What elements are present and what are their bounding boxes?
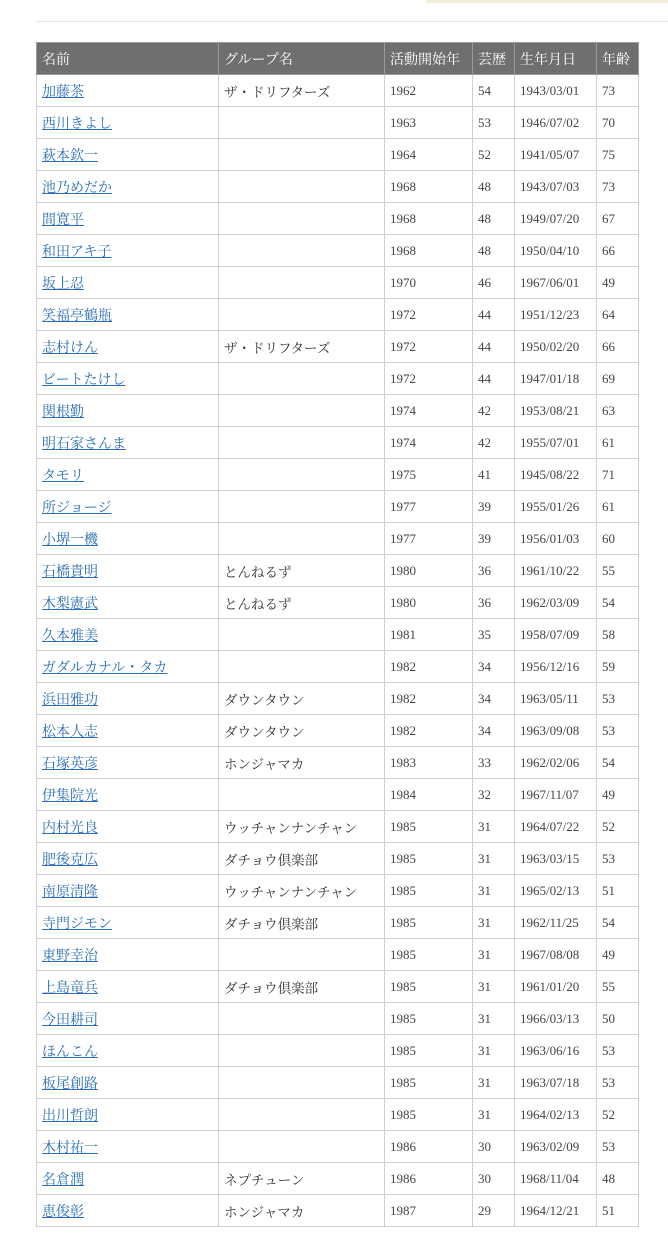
cell-age: 64 <box>597 299 639 331</box>
cell-name <box>37 1099 219 1131</box>
cell-career-years: 33 <box>473 747 515 779</box>
cell-career-years: 31 <box>473 811 515 843</box>
cell-name <box>37 427 219 459</box>
comedian-name-link[interactable]: 池乃めだか <box>42 179 112 196</box>
cell-group: ウッチャンナンチャン <box>219 875 385 907</box>
cell-age: 48 <box>597 1163 639 1195</box>
comedian-name-link[interactable]: 笑福亭鶴瓶 <box>42 307 112 324</box>
cell-group: ネプチューン <box>219 1163 385 1195</box>
comedian-name-link[interactable]: 所ジョージ <box>42 499 112 516</box>
cell-group <box>219 299 385 331</box>
cell-group: ザ・ドリフターズ <box>219 331 385 363</box>
cell-age: 73 <box>597 75 639 107</box>
cell-birthdate: 1967/11/07 <box>515 779 597 811</box>
cell-birthdate: 1947/01/18 <box>515 363 597 395</box>
cell-career-years: 34 <box>473 715 515 747</box>
cell-age: 70 <box>597 107 639 139</box>
cell-group <box>219 619 385 651</box>
cell-age: 55 <box>597 971 639 1003</box>
cell-group: ダウンタウン <box>219 715 385 747</box>
cell-group: ダウンタウン <box>219 683 385 715</box>
cell-name <box>37 619 219 651</box>
table-row <box>37 139 639 171</box>
cell-name <box>37 1131 219 1163</box>
cell-group <box>219 523 385 555</box>
cell-start-year: 1985 <box>385 971 473 1003</box>
cell-age: 53 <box>597 1035 639 1067</box>
cell-career-years: 30 <box>473 1131 515 1163</box>
table-row <box>37 299 639 331</box>
table-row <box>37 555 639 587</box>
cell-start-year: 1972 <box>385 363 473 395</box>
cell-name <box>37 267 219 299</box>
cell-age: 51 <box>597 875 639 907</box>
comedian-name-link[interactable]: 小堺一機 <box>42 531 98 548</box>
cell-career-years: 52 <box>473 139 515 171</box>
cell-name <box>37 363 219 395</box>
cell-name <box>37 779 219 811</box>
table-row <box>37 363 639 395</box>
cell-start-year: 1980 <box>385 555 473 587</box>
cell-group: ウッチャンナンチャン <box>219 811 385 843</box>
comedian-name-link[interactable]: 関根勤 <box>42 403 84 420</box>
cell-start-year: 1977 <box>385 523 473 555</box>
cell-age: 49 <box>597 939 639 971</box>
comedian-name-link[interactable]: 肥後克広 <box>42 851 98 868</box>
comedian-name-link[interactable]: ほんこん <box>42 1043 98 1060</box>
cell-name <box>37 1195 219 1227</box>
cell-start-year: 1985 <box>385 811 473 843</box>
cell-career-years: 41 <box>473 459 515 491</box>
cell-career-years: 34 <box>473 651 515 683</box>
cell-group: とんねるず <box>219 555 385 587</box>
comedian-name-link[interactable]: 今田耕司 <box>42 1011 98 1028</box>
cell-birthdate: 1953/08/21 <box>515 395 597 427</box>
table-row <box>37 1035 639 1067</box>
table-row <box>37 459 639 491</box>
cell-name <box>37 747 219 779</box>
header-name[interactable]: 名前 <box>37 43 219 75</box>
comedian-name-link[interactable]: 名倉潤 <box>42 1171 84 1188</box>
cell-name <box>37 299 219 331</box>
comedian-name-link[interactable]: 板尾創路 <box>42 1075 98 1092</box>
table-row <box>37 715 639 747</box>
comedian-career-table <box>36 42 639 1227</box>
cell-start-year: 1972 <box>385 331 473 363</box>
cell-career-years: 30 <box>473 1163 515 1195</box>
table-row <box>37 939 639 971</box>
cell-birthdate: 1945/08/22 <box>515 459 597 491</box>
table-row <box>37 1195 639 1227</box>
cell-birthdate: 1950/02/20 <box>515 331 597 363</box>
cell-birthdate: 1963/06/16 <box>515 1035 597 1067</box>
comedian-name-link[interactable]: 上島竜兵 <box>42 979 98 996</box>
comedian-name-link[interactable]: 伊集院光 <box>42 787 98 804</box>
cell-age: 53 <box>597 715 639 747</box>
cell-birthdate: 1962/03/09 <box>515 587 597 619</box>
cell-name <box>37 1003 219 1035</box>
cell-birthdate: 1951/12/23 <box>515 299 597 331</box>
cell-age: 50 <box>597 1003 639 1035</box>
cell-group: ダチョウ倶楽部 <box>219 907 385 939</box>
cell-group <box>219 395 385 427</box>
cell-age: 71 <box>597 459 639 491</box>
cell-career-years: 54 <box>473 75 515 107</box>
cell-birthdate: 1964/12/21 <box>515 1195 597 1227</box>
cell-career-years: 48 <box>473 203 515 235</box>
cell-birthdate: 1956/12/16 <box>515 651 597 683</box>
cell-name <box>37 811 219 843</box>
cell-career-years: 44 <box>473 331 515 363</box>
cell-career-years: 31 <box>473 907 515 939</box>
cell-career-years: 53 <box>473 107 515 139</box>
cell-start-year: 1985 <box>385 1067 473 1099</box>
cell-birthdate: 1968/11/04 <box>515 1163 597 1195</box>
cell-name <box>37 75 219 107</box>
cell-start-year: 1982 <box>385 715 473 747</box>
comedian-name-link[interactable]: 内村光良 <box>42 819 98 836</box>
cell-birthdate: 1963/02/09 <box>515 1131 597 1163</box>
cell-group: ホンジャマカ <box>219 1195 385 1227</box>
cell-age: 51 <box>597 1195 639 1227</box>
cell-career-years: 31 <box>473 1099 515 1131</box>
cell-career-years: 35 <box>473 619 515 651</box>
cell-start-year: 1963 <box>385 107 473 139</box>
cell-age: 66 <box>597 331 639 363</box>
cell-start-year: 1970 <box>385 267 473 299</box>
cell-name <box>37 875 219 907</box>
cell-birthdate: 1964/07/22 <box>515 811 597 843</box>
table-row <box>37 491 639 523</box>
cell-name <box>37 939 219 971</box>
cell-age: 61 <box>597 491 639 523</box>
cell-age: 60 <box>597 523 639 555</box>
cell-age: 69 <box>597 363 639 395</box>
cell-name <box>37 683 219 715</box>
cell-birthdate: 1961/10/22 <box>515 555 597 587</box>
cell-career-years: 31 <box>473 971 515 1003</box>
cell-age: 53 <box>597 683 639 715</box>
cell-group <box>219 491 385 523</box>
cell-birthdate: 1956/01/03 <box>515 523 597 555</box>
cell-birthdate: 1963/07/18 <box>515 1067 597 1099</box>
table-row <box>37 683 639 715</box>
cell-group <box>219 171 385 203</box>
comedian-name-link[interactable]: ビートたけし <box>42 371 126 388</box>
cell-birthdate: 1958/07/09 <box>515 619 597 651</box>
cell-career-years: 42 <box>473 427 515 459</box>
cell-birthdate: 1963/03/15 <box>515 843 597 875</box>
cell-name <box>37 523 219 555</box>
comedian-name-link[interactable]: 松本人志 <box>42 723 98 740</box>
comedian-name-link[interactable]: ガダルカナル・タカ <box>42 659 168 676</box>
cell-group <box>219 267 385 299</box>
cell-birthdate: 1950/04/10 <box>515 235 597 267</box>
comedian-name-link[interactable]: 間寛平 <box>42 211 84 228</box>
table-row <box>37 331 639 363</box>
table-row <box>37 651 639 683</box>
cell-name <box>37 139 219 171</box>
cell-age: 75 <box>597 139 639 171</box>
table-row <box>37 587 639 619</box>
cell-career-years: 39 <box>473 523 515 555</box>
cell-age: 63 <box>597 395 639 427</box>
cell-age: 73 <box>597 171 639 203</box>
comedian-name-link[interactable]: 木梨憲武 <box>42 595 98 612</box>
cell-birthdate: 1943/07/03 <box>515 171 597 203</box>
cell-career-years: 46 <box>473 267 515 299</box>
cell-start-year: 1986 <box>385 1131 473 1163</box>
cell-birthdate: 1946/07/02 <box>515 107 597 139</box>
cell-group <box>219 139 385 171</box>
cell-age: 54 <box>597 587 639 619</box>
cell-start-year: 1986 <box>385 1163 473 1195</box>
top-banner-strip <box>426 0 668 3</box>
cell-name <box>37 715 219 747</box>
cell-age: 54 <box>597 747 639 779</box>
cell-career-years: 31 <box>473 1003 515 1035</box>
cell-group <box>219 651 385 683</box>
comedian-name-link[interactable]: 久本雅美 <box>42 627 98 644</box>
table-row <box>37 1163 639 1195</box>
comedian-name-link[interactable]: 和田アキ子 <box>42 243 112 260</box>
cell-birthdate: 1964/02/13 <box>515 1099 597 1131</box>
cell-age: 53 <box>597 1131 639 1163</box>
cell-birthdate: 1967/08/08 <box>515 939 597 971</box>
cell-career-years: 36 <box>473 587 515 619</box>
cell-group <box>219 779 385 811</box>
cell-start-year: 1968 <box>385 203 473 235</box>
cell-age: 67 <box>597 203 639 235</box>
cell-career-years: 39 <box>473 491 515 523</box>
table-row <box>37 107 639 139</box>
table-row <box>37 971 639 1003</box>
table-row <box>37 875 639 907</box>
cell-group <box>219 1067 385 1099</box>
comedian-name-link[interactable]: 出川哲朗 <box>42 1107 98 1124</box>
cell-start-year: 1983 <box>385 747 473 779</box>
cell-start-year: 1972 <box>385 299 473 331</box>
cell-start-year: 1974 <box>385 395 473 427</box>
cell-group <box>219 203 385 235</box>
comedian-name-link[interactable]: 南原清隆 <box>42 883 98 900</box>
cell-start-year: 1977 <box>385 491 473 523</box>
top-divider <box>36 21 668 22</box>
cell-start-year: 1987 <box>385 1195 473 1227</box>
table-row <box>37 203 639 235</box>
cell-start-year: 1968 <box>385 235 473 267</box>
table-row <box>37 75 639 107</box>
cell-group <box>219 1131 385 1163</box>
cell-career-years: 31 <box>473 875 515 907</box>
cell-group <box>219 1035 385 1067</box>
cell-start-year: 1985 <box>385 939 473 971</box>
table-body <box>37 75 639 1227</box>
cell-birthdate: 1965/02/13 <box>515 875 597 907</box>
cell-career-years: 34 <box>473 683 515 715</box>
cell-career-years: 31 <box>473 843 515 875</box>
cell-group: ホンジャマカ <box>219 747 385 779</box>
cell-age: 49 <box>597 267 639 299</box>
table-row <box>37 171 639 203</box>
table-row <box>37 779 639 811</box>
cell-birthdate: 1961/01/20 <box>515 971 597 1003</box>
cell-birthdate: 1955/01/26 <box>515 491 597 523</box>
cell-birthdate: 1943/03/01 <box>515 75 597 107</box>
cell-name <box>37 971 219 1003</box>
comedian-name-link[interactable]: 恵俊彰 <box>42 1203 84 1220</box>
cell-name <box>37 331 219 363</box>
cell-start-year: 1962 <box>385 75 473 107</box>
cell-name <box>37 395 219 427</box>
cell-start-year: 1982 <box>385 651 473 683</box>
cell-birthdate: 1967/06/01 <box>515 267 597 299</box>
cell-age: 59 <box>597 651 639 683</box>
cell-age: 53 <box>597 843 639 875</box>
cell-group <box>219 427 385 459</box>
table-row <box>37 427 639 459</box>
cell-name <box>37 1035 219 1067</box>
cell-start-year: 1985 <box>385 907 473 939</box>
table-row <box>37 811 639 843</box>
table-row <box>37 395 639 427</box>
comedian-name-link[interactable]: タモリ <box>42 467 84 484</box>
cell-career-years: 48 <box>473 171 515 203</box>
cell-start-year: 1985 <box>385 875 473 907</box>
cell-start-year: 1980 <box>385 587 473 619</box>
cell-career-years: 29 <box>473 1195 515 1227</box>
table-row <box>37 235 639 267</box>
cell-name <box>37 107 219 139</box>
cell-name <box>37 459 219 491</box>
header-start-year[interactable]: 活動開始年 <box>385 43 473 75</box>
cell-birthdate: 1955/07/01 <box>515 427 597 459</box>
cell-name <box>37 171 219 203</box>
cell-birthdate: 1962/02/06 <box>515 747 597 779</box>
comedian-name-link[interactable]: 萩本欽一 <box>42 147 98 164</box>
cell-name <box>37 1067 219 1099</box>
cell-group: ダチョウ倶楽部 <box>219 843 385 875</box>
cell-group: ザ・ドリフターズ <box>219 75 385 107</box>
comedian-name-link[interactable]: 加藤茶 <box>42 83 84 100</box>
cell-start-year: 1968 <box>385 171 473 203</box>
cell-birthdate: 1962/11/25 <box>515 907 597 939</box>
cell-age: 49 <box>597 779 639 811</box>
cell-age: 61 <box>597 427 639 459</box>
cell-birthdate: 1966/03/13 <box>515 1003 597 1035</box>
cell-name <box>37 555 219 587</box>
cell-group <box>219 107 385 139</box>
cell-group <box>219 1003 385 1035</box>
cell-name <box>37 907 219 939</box>
cell-start-year: 1975 <box>385 459 473 491</box>
cell-name <box>37 203 219 235</box>
cell-name <box>37 235 219 267</box>
cell-start-year: 1985 <box>385 1003 473 1035</box>
cell-group <box>219 939 385 971</box>
cell-name <box>37 1163 219 1195</box>
cell-career-years: 44 <box>473 363 515 395</box>
comedian-name-link[interactable]: 石橋貴明 <box>42 563 98 580</box>
cell-career-years: 44 <box>473 299 515 331</box>
table-row <box>37 1003 639 1035</box>
cell-age: 53 <box>597 1067 639 1099</box>
comedian-name-link[interactable]: 東野幸治 <box>42 947 98 964</box>
comedian-name-link[interactable]: 西川きよし <box>42 115 112 132</box>
cell-birthdate: 1963/09/08 <box>515 715 597 747</box>
table-row <box>37 1131 639 1163</box>
cell-career-years: 32 <box>473 779 515 811</box>
table-row <box>37 907 639 939</box>
comedian-name-link[interactable]: 坂上忍 <box>42 275 84 292</box>
comedian-name-link[interactable]: 木村祐一 <box>42 1139 98 1156</box>
cell-start-year: 1985 <box>385 1099 473 1131</box>
cell-birthdate: 1941/05/07 <box>515 139 597 171</box>
table-row <box>37 843 639 875</box>
cell-birthdate: 1949/07/20 <box>515 203 597 235</box>
cell-age: 52 <box>597 1099 639 1131</box>
table-row <box>37 267 639 299</box>
table-row <box>37 523 639 555</box>
cell-age: 58 <box>597 619 639 651</box>
comedian-name-link[interactable]: 寺門ジモン <box>42 915 112 932</box>
cell-career-years: 31 <box>473 939 515 971</box>
cell-group: ダチョウ倶楽部 <box>219 971 385 1003</box>
header-birthdate[interactable]: 生年月日 <box>515 43 597 75</box>
cell-age: 66 <box>597 235 639 267</box>
cell-age: 54 <box>597 907 639 939</box>
cell-name <box>37 651 219 683</box>
comedian-name-link[interactable]: 浜田雅功 <box>42 691 98 708</box>
cell-age: 52 <box>597 811 639 843</box>
cell-group <box>219 1099 385 1131</box>
table-row <box>37 1099 639 1131</box>
cell-career-years: 36 <box>473 555 515 587</box>
cell-start-year: 1974 <box>385 427 473 459</box>
cell-career-years: 48 <box>473 235 515 267</box>
cell-career-years: 42 <box>473 395 515 427</box>
cell-group <box>219 363 385 395</box>
cell-name <box>37 843 219 875</box>
cell-group <box>219 459 385 491</box>
cell-start-year: 1984 <box>385 779 473 811</box>
header-age[interactable]: 年齢 <box>597 43 639 75</box>
table-header-row <box>37 43 639 75</box>
comedian-name-link[interactable]: 明石家さんま <box>42 435 126 452</box>
cell-name <box>37 587 219 619</box>
table-row <box>37 619 639 651</box>
table-row <box>37 1067 639 1099</box>
cell-name <box>37 491 219 523</box>
cell-career-years: 31 <box>473 1067 515 1099</box>
comedian-name-link[interactable]: 石塚英彦 <box>42 755 98 772</box>
cell-group <box>219 235 385 267</box>
cell-start-year: 1982 <box>385 683 473 715</box>
header-career-years[interactable]: 芸歴 <box>473 43 515 75</box>
cell-start-year: 1985 <box>385 843 473 875</box>
cell-age: 55 <box>597 555 639 587</box>
cell-birthdate: 1963/05/11 <box>515 683 597 715</box>
cell-group: とんねるず <box>219 587 385 619</box>
cell-start-year: 1981 <box>385 619 473 651</box>
cell-start-year: 1985 <box>385 1035 473 1067</box>
header-group[interactable]: グループ名 <box>219 43 385 75</box>
comedian-name-link[interactable]: 志村けん <box>42 339 98 356</box>
cell-career-years: 31 <box>473 1035 515 1067</box>
table-row <box>37 747 639 779</box>
cell-start-year: 1964 <box>385 139 473 171</box>
